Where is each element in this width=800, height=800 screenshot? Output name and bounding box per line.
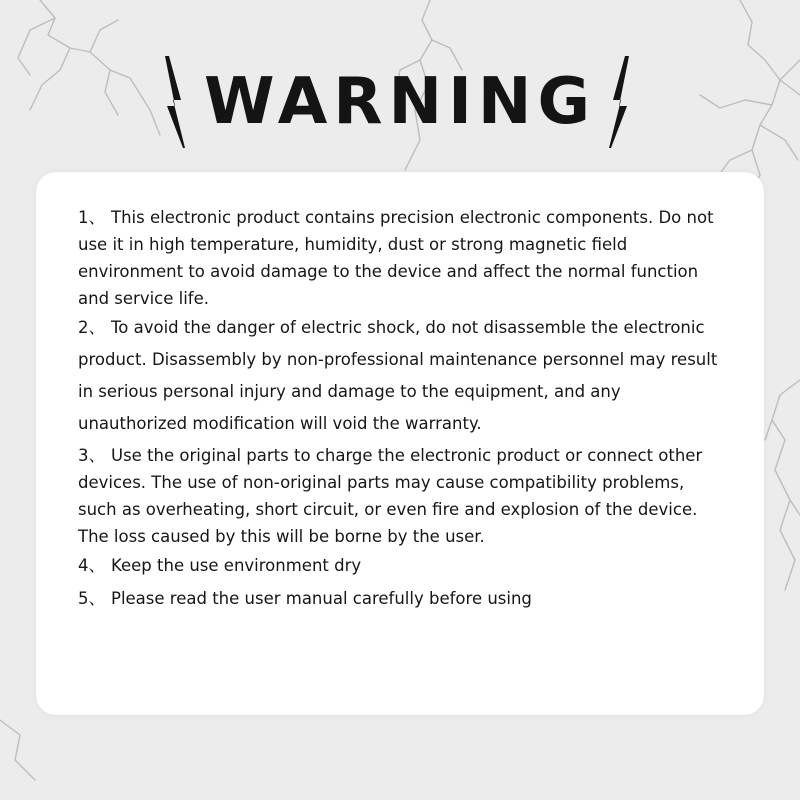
- item-text: This electronic product contains precision electronic components. Do not use it in high temperature, humidity, dust or strong magnetic field environment to avoid damage to the device and affect the normal function and service life.: [78, 208, 714, 308]
- warning-header: [0, 50, 800, 150]
- warning-item: [78, 552, 728, 579]
- item-text: Use the original parts to charge the electronic product or connect other devices. The use of non-original parts may cause compatibility problems, such as overheating, short circuit, or even fire and explosion of the device. The loss caused by this will be borne by the user.: [78, 446, 703, 546]
- item-text: Keep the use environment dry: [111, 556, 362, 575]
- warning-card: [36, 172, 764, 715]
- lightning-bolt-icon: [163, 56, 191, 148]
- item-text: Please read the user manual carefully before using: [111, 589, 532, 608]
- warning-item: [78, 312, 728, 440]
- page-title: WARNING: [204, 65, 596, 139]
- warning-item: [78, 442, 728, 550]
- item-text: To avoid the danger of electric shock, do not disassemble the electronic product. Disassembly by non-professional maintenance personnel may result in serious personal injury and damage to the equipment, and any unauthorized modification will void the warranty.: [78, 318, 718, 433]
- item-number: 5、: [78, 589, 105, 608]
- warning-item: [78, 585, 728, 612]
- warning-list: [78, 204, 728, 614]
- item-number: 2、: [78, 318, 105, 337]
- item-number: 1、: [78, 208, 105, 227]
- item-number: 4、: [78, 556, 105, 575]
- item-number: 3、: [78, 446, 105, 465]
- lightning-bolt-icon: [603, 56, 631, 148]
- warning-item: [78, 204, 728, 312]
